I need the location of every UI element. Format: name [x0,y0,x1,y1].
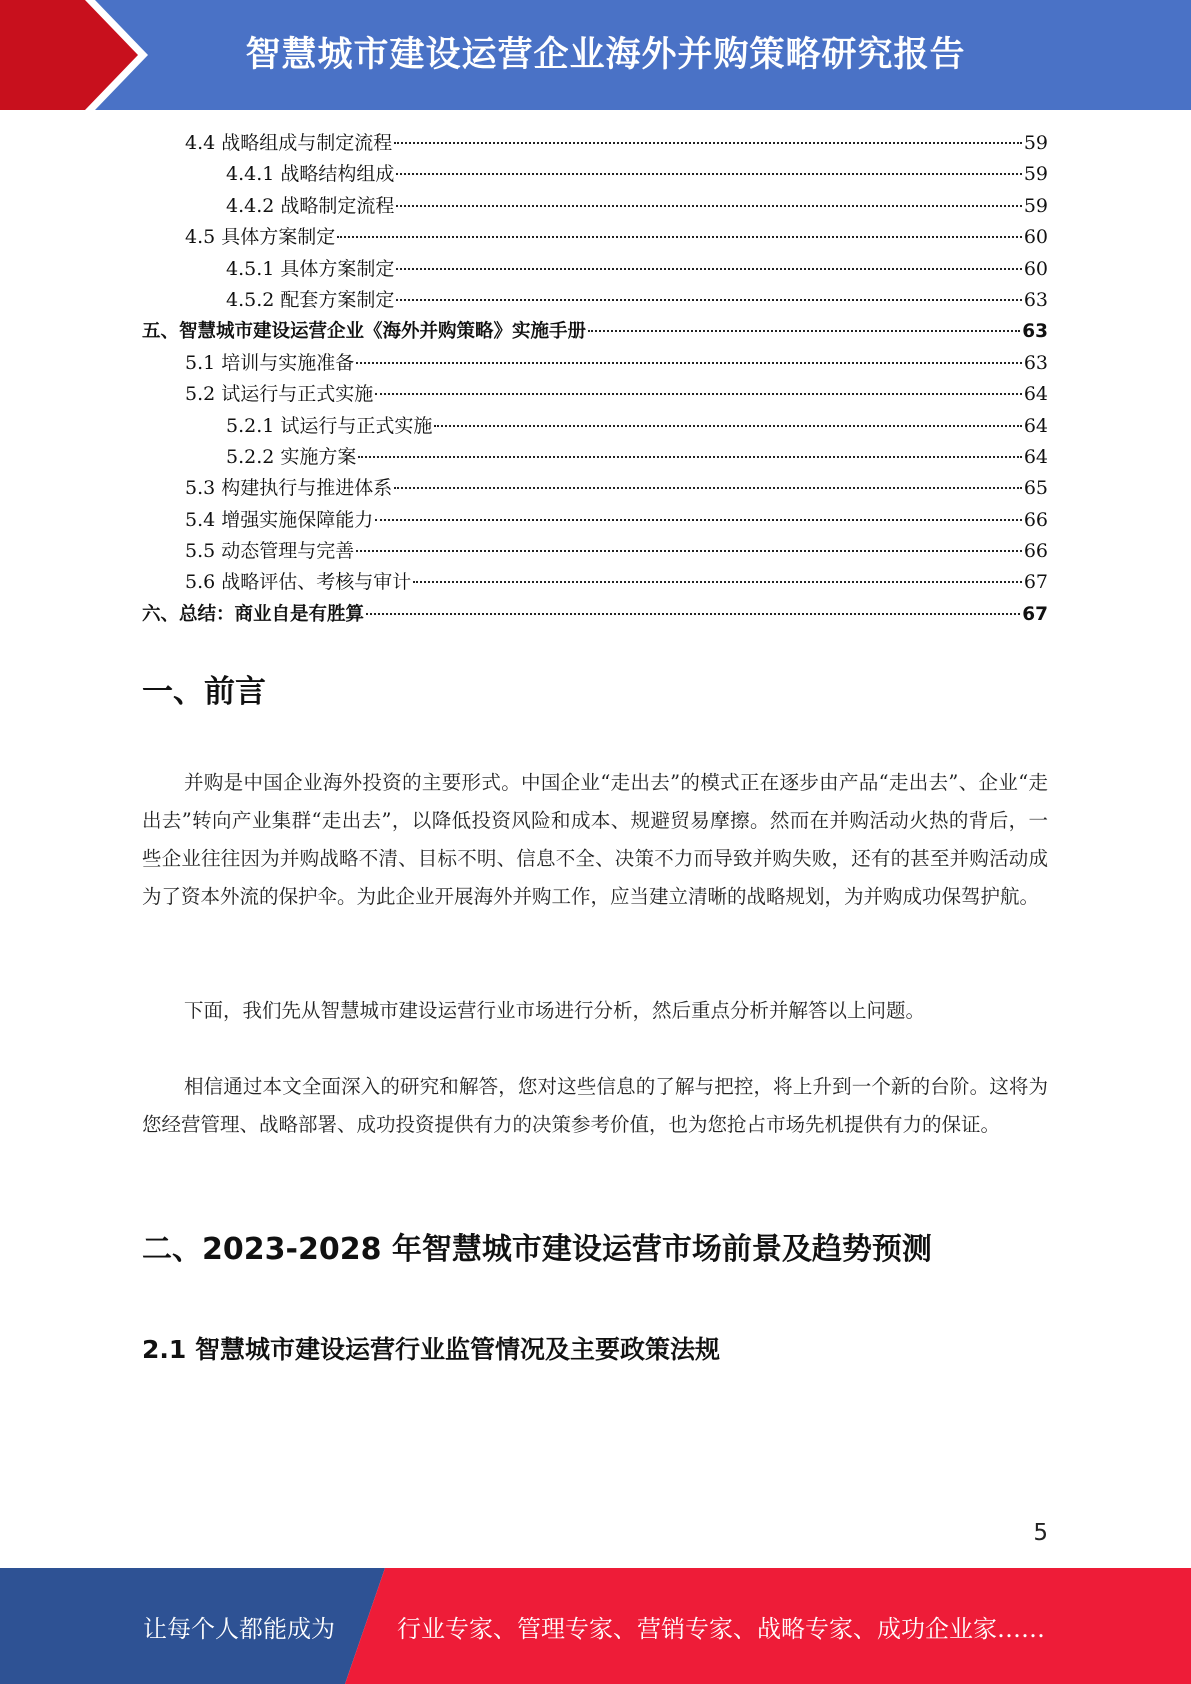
footer-slogan-right: 行业专家、管理专家、营销专家、战略专家、成功企业家…… [397,1614,1045,1643]
preface-paragraph-1: 并购是中国企业海外投资的主要形式。中国企业“走出去”的模式正在逐步由产品“走出去”、企业“走出去”转向产业集群“走出去”，以降低投资风险和成本、规避贸易摩擦。然而在并购活动火热的背后，一些企业往往因为并购战略不清、目标不明、信息不全、决策不力而导致并购失败，还有的甚至并购活动成为了资本外流的保护伞。为此企业开展海外并购工作，应当建立清晰的战略规划，为并购成功保驾护航。 [142,771,1048,908]
toc-entry[interactable] [142,567,1048,598]
section-heading-preface: 一、前言 [142,674,266,710]
table-of-contents [142,128,1048,630]
toc-leader-dots [434,425,1021,427]
toc-entry[interactable] [142,473,1048,504]
toc-entry[interactable] [142,599,1048,630]
toc-entry-page: 59 [1023,194,1048,217]
preface-paragraph-2: 下面，我们先从智慧城市建设运营行业市场进行分析，然后重点分析并解答以上问题。 [184,999,926,1022]
toc-entry-page: 66 [1023,540,1048,563]
toc-entry-label: 4.4.2 战略制定流程 [226,194,395,217]
toc-leader-dots [396,268,1021,270]
toc-leader-dots [356,362,1022,364]
toc-leader-dots [366,613,1020,615]
toc-entry-page: 63 [1022,321,1048,343]
toc-entry-page: 60 [1023,257,1048,280]
toc-entry-page: 60 [1023,226,1048,249]
toc-entry-label: 4.4.1 战略结构组成 [226,163,395,186]
toc-entry-label: 5.4 增强实施保障能力 [185,508,374,531]
toc-entry[interactable] [142,128,1048,159]
toc-entry[interactable] [142,348,1048,379]
toc-entry[interactable] [142,191,1048,222]
header-banner [0,0,1191,110]
toc-entry-page: 64 [1023,445,1048,468]
toc-leader-dots [358,456,1021,458]
toc-entry-label: 4.5 具体方案制定 [185,226,336,249]
toc-entry-label: 5.5 动态管理与完善 [185,540,355,563]
preface-paragraph-3: 相信通过本文全面深入的研究和解答，您对这些信息的了解与把控，将上升到一个新的台阶。这将为您经营管理、战略部署、成功投资提供有力的决策参考价值，也为您抢占市场先机提供有力的保证。 [142,1075,1048,1136]
toc-entry[interactable] [142,536,1048,567]
toc-leader-dots [588,330,1020,332]
footer-slogan-left: 让每个人都能成为 [143,1614,335,1643]
toc-leader-dots [375,519,1022,521]
toc-entry[interactable] [142,505,1048,536]
toc-leader-dots [356,550,1022,552]
section-heading-market-forecast: 二、2023-2028 年智慧城市建设运营市场前景及趋势预测 [142,1232,932,1267]
toc-entry-page: 67 [1022,603,1048,625]
toc-entry-page: 64 [1023,414,1048,437]
toc-entry[interactable] [142,316,1048,347]
toc-leader-dots [396,173,1021,175]
toc-entry-label: 4.5.1 具体方案制定 [226,257,395,280]
toc-entry-label: 5.2.1 试运行与正式实施 [226,414,433,437]
toc-entry-label: 5.3 构建执行与推进体系 [185,477,393,500]
toc-entry[interactable] [142,411,1048,442]
toc-leader-dots [394,487,1022,489]
toc-entry[interactable] [142,285,1048,316]
toc-entry-page: 66 [1023,508,1048,531]
toc-entry-page: 67 [1023,571,1048,594]
toc-entry-label: 五、智慧城市建设运营企业《海外并购策略》实施手册 [142,321,587,343]
toc-leader-dots [394,142,1022,144]
toc-entry-page: 64 [1023,383,1048,406]
toc-leader-dots [396,299,1021,301]
toc-entry[interactable] [142,442,1048,473]
document-title: 智慧城市建设运营企业海外并购策略研究报告 [245,35,966,75]
toc-leader-dots [337,236,1022,238]
toc-entry-label: 5.6 战略评估、考核与审计 [185,571,412,594]
toc-entry[interactable] [142,254,1048,285]
toc-leader-dots [396,205,1021,207]
subsection-heading-regulation: 2.1 智慧城市建设运营行业监管情况及主要政策法规 [142,1335,720,1364]
toc-entry[interactable] [142,379,1048,410]
toc-entry-label: 4.5.2 配套方案制定 [226,288,395,311]
toc-leader-dots [413,581,1022,583]
toc-entry-page: 63 [1023,288,1048,311]
toc-entry[interactable] [142,159,1048,190]
toc-entry[interactable] [142,222,1048,253]
toc-entry-label: 5.1 培训与实施准备 [185,351,355,374]
toc-entry-label: 5.2.2 实施方案 [226,445,357,468]
footer-banner [0,1568,1191,1684]
toc-entry-page: 59 [1023,163,1048,186]
toc-entry-label: 4.4 战略组成与制定流程 [185,132,393,154]
toc-leader-dots [375,393,1022,395]
page-number: 5 [1033,1520,1048,1546]
toc-entry-label: 5.2 试运行与正式实施 [185,383,374,406]
toc-entry-page: 65 [1023,477,1048,500]
toc-entry-label: 六、总结：商业自是有胜算 [142,603,365,625]
toc-entry-page: 59 [1023,132,1048,154]
toc-entry-page: 63 [1023,351,1048,374]
